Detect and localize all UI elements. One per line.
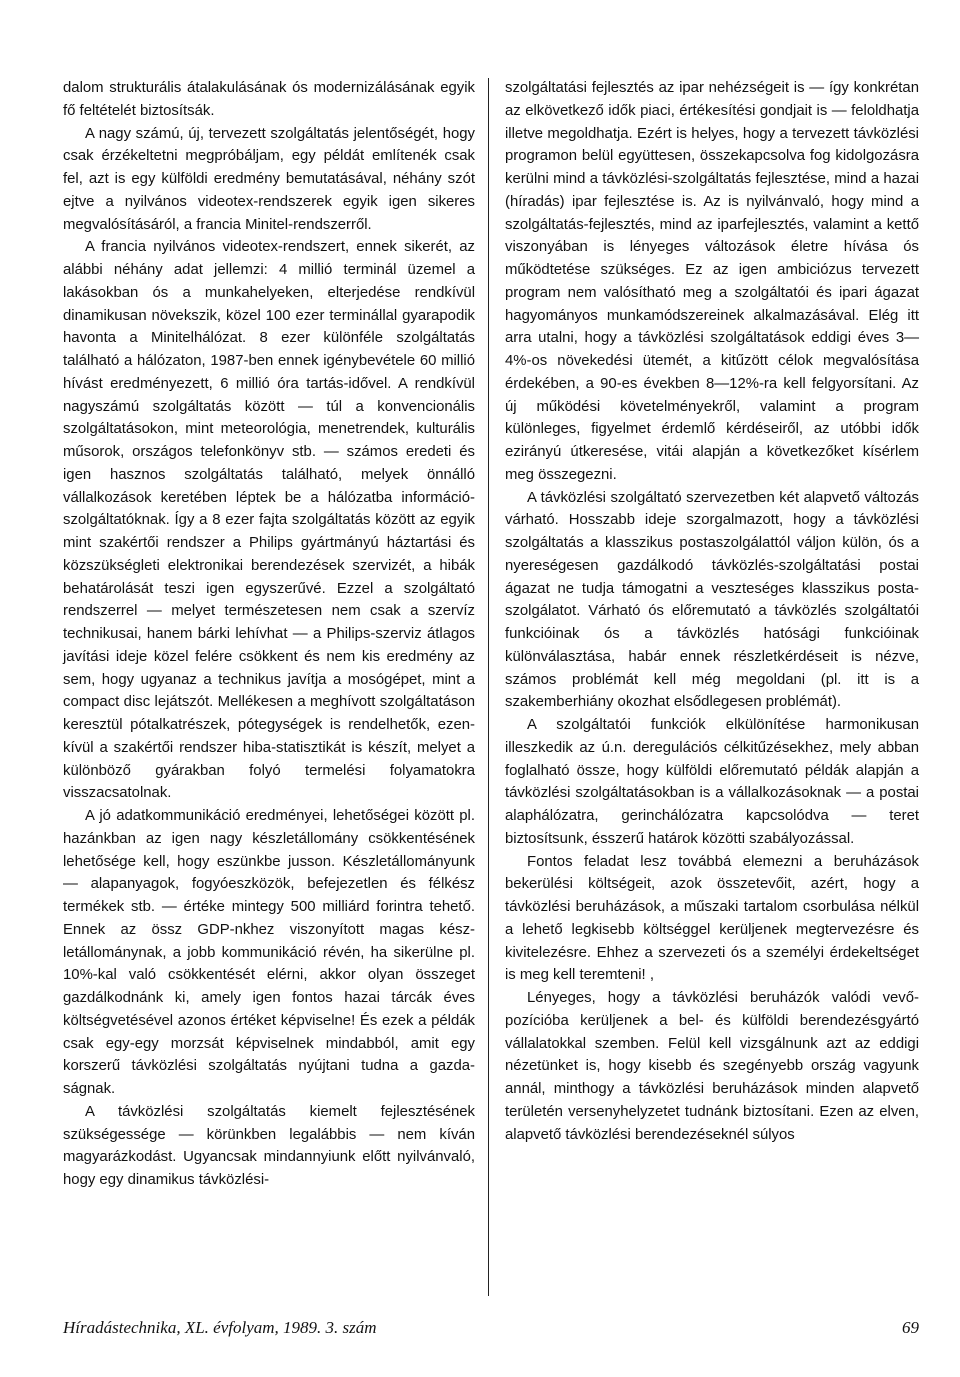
paragraph: A szolgáltatói funkciók elkülönítése harmonikusan illeszkedik az ú.n. deregulációs célkitűzésekhez, mely abban foglalható össze, hogy külföldi előremutató példák alapján a távközlési szolgáltatásokban is a vállalkozásoknak — a postai alaphálózatra, gerinchálózatra kapcsolódva — teret biztosítsunk, ésszerű határok közötti szabályozással. [505,717,919,847]
column-divider [488,78,489,1296]
paragraph: A jó adatkommunikáció eredményei, lehetőségei között pl. hazánkban az igen nagy készletállomány csökkentésének lehetősége kell, hogy eszünkbe jusson. Készletállományunk — alapanyagok, fogyóeszközök, befejezetlen és félkész termékek stb. — értéke mintegy 500 milliárd forintra tehető. Ennek az össz GDP-nkhez viszonyított magas készletállománynak, a jobb kommunikáció révén, ha sikerülne pl. 10%-kal való csökkentését elérni, akkor olyan összeget gazdálkodnánk ki, amely igen fontos hazai tárcák éves költségvetésével azonos értéket képviselne! És ezek a példák csak egy-egy morzsát képviselnek mindabból, amit egy korszerű távközlési szolgáltatás nyújtani tudna a gazdaságnak. [63,808,475,1097]
paragraph: A francia nyilvános videotex-rendszert, ennek sikerét, az alábbi néhány adat jellemzi: 4 millió terminál üzemel a lakásokban ós a munkahelyeken, elterjedése rendkívül dinamikusan növekszik, közel 100 ezer terminállal gyarapodik havonta a Minitelhálózat. 8 ezer különféle szolgáltatás található a hálózaton, 1987-ben ennek igénybevétele 60 millió hívást eredményezett, 6 millió óra tartás-idővel. A rendkívül nagyszámú szolgáltatás között — túl a konvencionális szolgáltatásokon, mint meteorológia, menetrendek, kulturális műsorok, országos telefonkönyv stb. — számos eredeti és igen hasznos szolgáltatás található, melyek önnálló vállalkozások keretében léptek be a hálózatba információszolgáltatóknak. Így a 8 ezer fajta szolgáltatás között az egyik mint szakértői rendszer a Philips gyártmányú háztartási és közszükségleti elektronikai berendezések szervizét, a hibák behatárolását teszi igen egyszerűvé. Ezzel a szolgáltató rendszerrel — melyet természetesen nem csak a szervíz technikusai, hanem bárki lehívhat — a Philips-szerviz átlagos javítási ideje közel felére csökkent és nem kis eredmény az sem, hogy ugyanaz a technikus javítja a mosógépet, mint a compact disc lejátszót. Mellékesen a meghívott szolgáltatáson keresztül pótalkatrészek, pótegységek is rendelhetők, ezenkívül a szakértői rendszer hiba-statisztikát is készít, melyet a különböző gyárakban folyó termelési folyamatokra visszacsatolnak. [63,239,475,802]
journal-citation: Híradástechnika, XL. évfolyam, 1989. 3. szám [63,1318,377,1337]
paragraph: A távközlési szolgáltató szervezetben két alapvető változás várható. Hosszabb ideje szorgalmazott, hogy a távközlési szolgáltatás a klasszikus postaszolgálattól váljon külön, ós a nyereségesen gazdálkodó távközlés-szolgáltatási postai ágazat ne tudja támogatni a veszteséges klasszikus postaszolgálatot. Várható ós előremutató a távközlés szolgáltatói funkcióinak ós a távközlés hatósági funkcióinak különválasztása, habár ennek részletkérdéseit is nézve, számos problémát kell még megoldani (pl. itt is a szakemberhiány okozhat elsődlegesen problémát). [505,489,919,711]
paragraph: A távközlési szolgáltatás kiemelt fejlesztésének szükségessége — körünkben legalábbis — nem kíván magyarázkodást. Ugyancsak mindannyiunk előtt nyilvánvaló, hogy egy dinamikus távközlési- [63,1103,475,1188]
paragraph: Lényeges, hogy a távközlési beruházók valódi vevő-pozícióba kerüljenek a bel- és külföldi berendezésgyártó vállalatokkal szemben. Felül kell vizsgálnunk azt az eddigi nézetünket is, hogy kisebb és szegényebb ország vagyunk annál, minthogy a távközlési beruházások minden alapvető területén versenyhelyzetet tudnánk biztosítani. Ezen az elven, alapvető távközlési berendezéseknél súlyos [505,990,919,1143]
page-number: 69 [902,1318,919,1337]
paragraph: dalom strukturális átalakulásának ós modernizálásának egyik fő feltételét biztosítsák. [63,80,475,119]
left-text-column [63,77,475,1192]
right-text-column [505,77,919,1146]
paragraph: A nagy számú, új, tervezett szolgáltatás jelentőségét, hogy csak érzékeltetni megpróbáljam, egy példát említenék csak fel, azt is egy külföldi eredmény bemutatásával, néhány szót ejtve a nyilvános videotex-rendszerek egyik igen sikeres megvalósításáról, a francia Minitel-rendszerről. [63,125,475,233]
paragraph: Fontos feladat lesz továbbá elemezni a beruházások bekerülési költségeit, azok összetevőit, azért, hogy a távközlési beruházások, a műszaki tartalom csorbulása nélkül a lehető legkisebb költséggel kerüljenek megtervezésre és kivitelezésre. Ehhez a szervezeti ós a személyi érdekeltséget is meg kell teremteni! , [505,853,919,984]
paragraph: szolgáltatási fejlesztés az ipar nehézségeit is — így konkrétan az elkövetkező idők piaci, értékesítési gondjait is — feloldhatja illetve megoldhatja. Ezért is helyes, hogy a tervezett távközlési programon belül együttesen, összekapcsolva fog kidolgozásra kerülni mind a távközlési-szolgáltatás fejlesztése, mind a hazai (híradás) ipar fejlesztése is. Az is nyilvánvaló, hogy mind a szolgáltatás-fejlesztés, mind az iparfejlesztés, valamint a kettő viszonyában is lényeges változások életre hívása ós működtetése szükséges. Ez az igen ambiciózus tervezett program nem valósítható meg a szolgáltatói és ipari ágazat hagyományos munkamódszereinek alkalmazásával. Elég itt arra utalni, hogy a távközlési szolgáltatások eddigi éves 3—4%-os növekedési ütemét, a kitűzött célok megvalósítása érdekében, a 90-es években 8—12%-ra kell felgyorsítani. Az új működési követelményekről, valamint a program különleges, figyelmet érdemlő kérdéseiről, az utóbbi idők ezirányú útkeresése, vitái alapján a következőket kísérlem meg összegezni. [505,80,919,483]
